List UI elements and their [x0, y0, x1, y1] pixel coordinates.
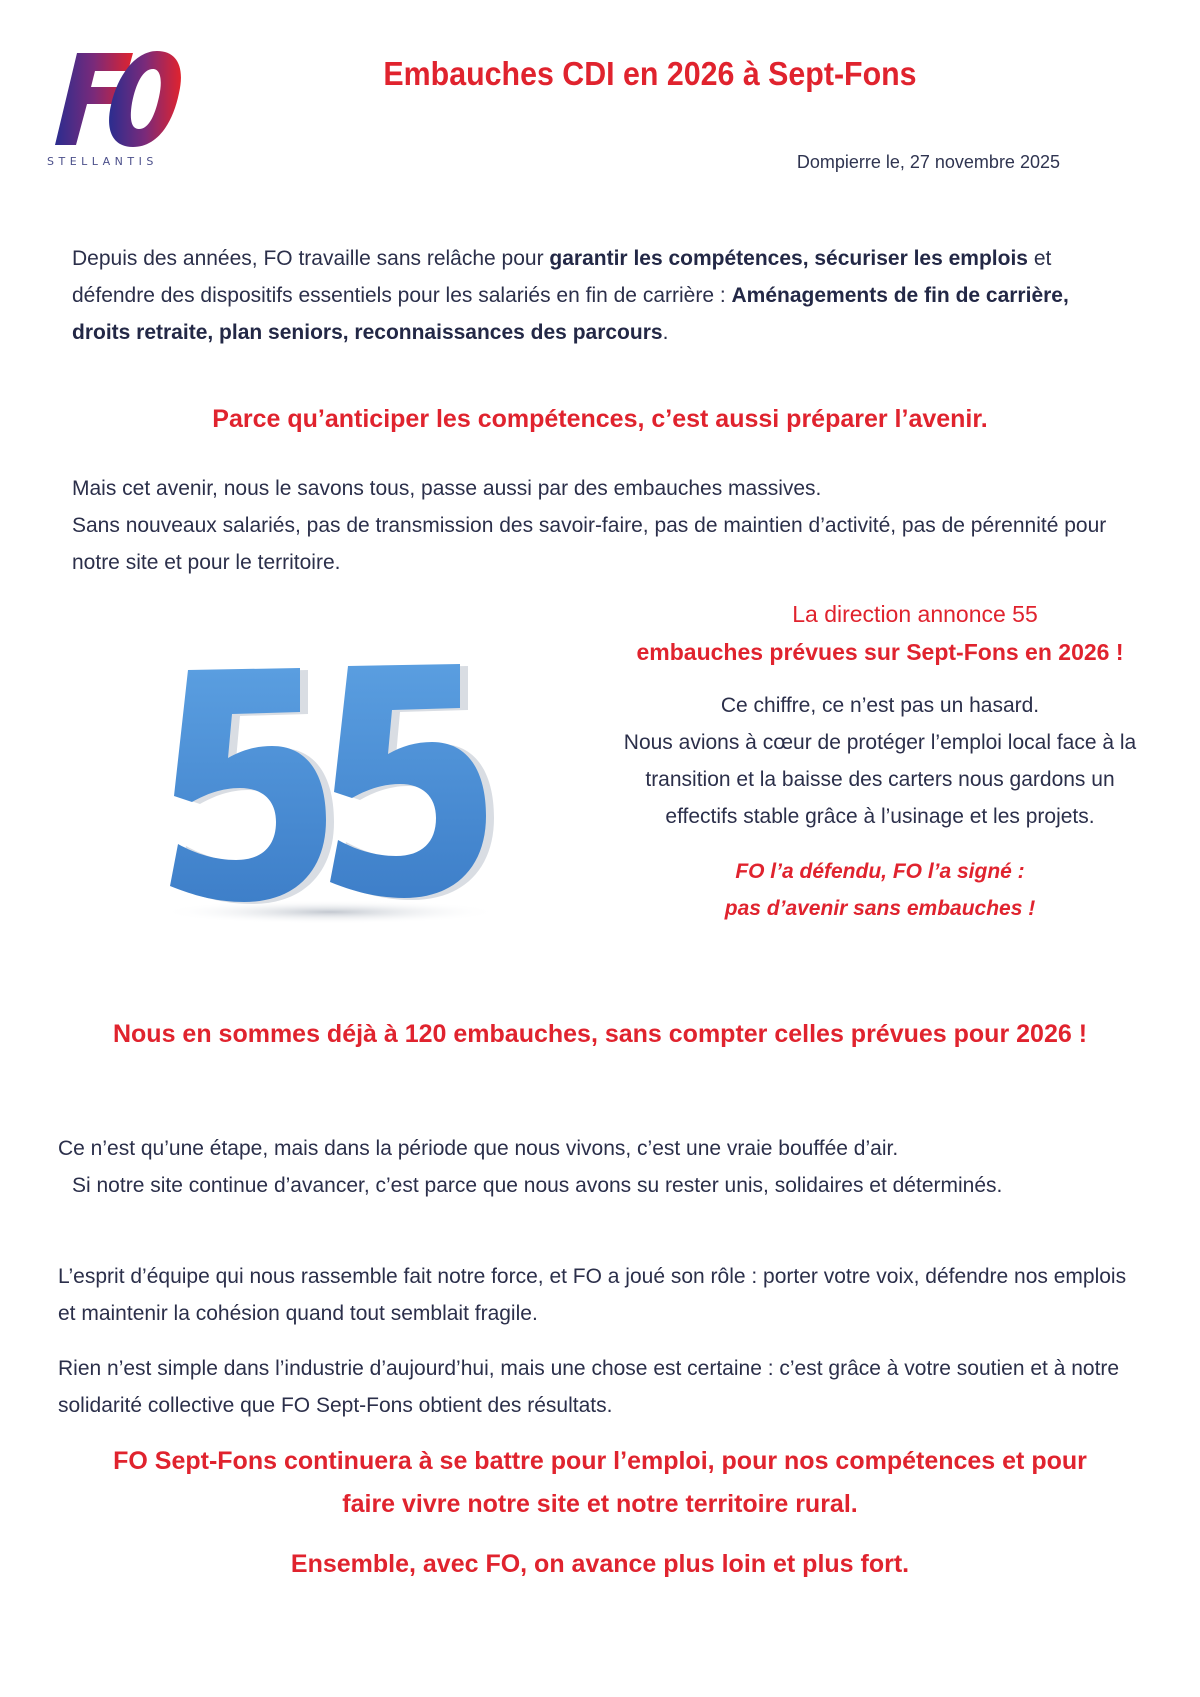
announcement-line-2: embauches prévues sur Sept-Fons en 2026 !	[636, 639, 1124, 665]
explanation-line-1: Ce chiffre, ce n’est pas un hasard.	[720, 694, 1040, 717]
headline-120-embauches: Nous en sommes déjà à 120 embauches, sans compter celles prévues pour 2026 !	[112, 1020, 1088, 1048]
headline-anticiper: Parce qu’anticiper les compétences, c’est aussi préparer l’avenir.	[212, 405, 988, 433]
announcement-heading	[620, 595, 1140, 671]
avenir-line-2: Sans nouveaux salariés, pas de transmission des savoir-faire, pas de maintien d’activité, pas de pérennité pour notre site et pour le territoire.	[72, 514, 1107, 574]
logo-subtitle: STELLANTIS	[47, 155, 158, 168]
signed-slogan	[620, 853, 1140, 927]
explanation-line-2: Nous avions à cœur de protéger l’emploi local face à la transition et la baisse des carters nous gardons un effectifs stable grâce à l’usinage et les projets.	[623, 731, 1137, 828]
announcement-line-1: La direction annonce 55	[792, 601, 1038, 627]
closing-paragraph-1	[58, 1130, 1148, 1204]
intro-text-3: .	[662, 321, 669, 344]
intro-text-2: et défendre des dispositifs essentiels pour les salariés en fin de carrière :	[72, 247, 1052, 307]
closing-paragraph-2: L’esprit d’équipe qui nous rassemble fait notre force, et FO a joué son rôle : porter votre voix, défendre nos emplois et maintenir la cohésion quand tout semblait fragile.	[58, 1265, 1127, 1325]
explanation-text	[620, 687, 1140, 835]
closing-p1-rest: Si notre site continue d’avancer, c’est parce que nous avons su rester unis, solidaires et déterminés.	[72, 1174, 1003, 1197]
page-title: Embauches CDI en 2026 à Sept-Fons	[383, 55, 917, 92]
fo-stellantis-logo	[45, 45, 190, 175]
intro-bold-2: Aménagements de fin de carrière, droits retraite, plan seniors, reconnaissances des parcours	[72, 284, 1069, 344]
avenir-paragraph	[72, 470, 1132, 581]
avenir-line-1: Mais cet avenir, nous le savons tous, passe aussi par des embauches massives.	[72, 477, 822, 500]
intro-text-1: Depuis des années, FO travaille sans relâche pour	[72, 247, 550, 270]
intro-paragraph	[72, 240, 1132, 351]
signed-line-2: pas d’avenir sans embauches !	[724, 897, 1036, 920]
final-line-2: faire vivre notre site et notre territoire rural.	[342, 1490, 858, 1518]
intro-bold-1: garantir les compétences, sécuriser les emplois	[549, 247, 1028, 270]
final-line-1: FO Sept-Fons continuera à se battre pour l’emploi, pour nos compétences et pour	[113, 1447, 1087, 1475]
closing-p1-line-1: Ce n’est qu’une étape, mais dans la période que nous vivons, c’est une vraie bouffée d’air.	[58, 1137, 899, 1160]
ensemble-slogan: Ensemble, avec FO, on avance plus loin et plus fort.	[290, 1550, 910, 1578]
fo-logo-icon	[45, 45, 190, 150]
document-date: Dompierre le, 27 novembre 2025	[796, 152, 1060, 172]
announcement-box	[620, 595, 1140, 927]
closing-paragraph-3: Rien n’est simple dans l’industrie d’aujourd’hui, mais une chose est certaine : c’est grâce à votre soutien et à notre solidarité collective que FO Sept-Fons obtient des résultats.	[58, 1357, 1120, 1417]
number-55-image	[150, 650, 510, 940]
signed-line-1: FO l’a défendu, FO l’a signé :	[735, 860, 1025, 883]
final-statement	[45, 1440, 1155, 1526]
number-55-icon	[150, 650, 510, 940]
